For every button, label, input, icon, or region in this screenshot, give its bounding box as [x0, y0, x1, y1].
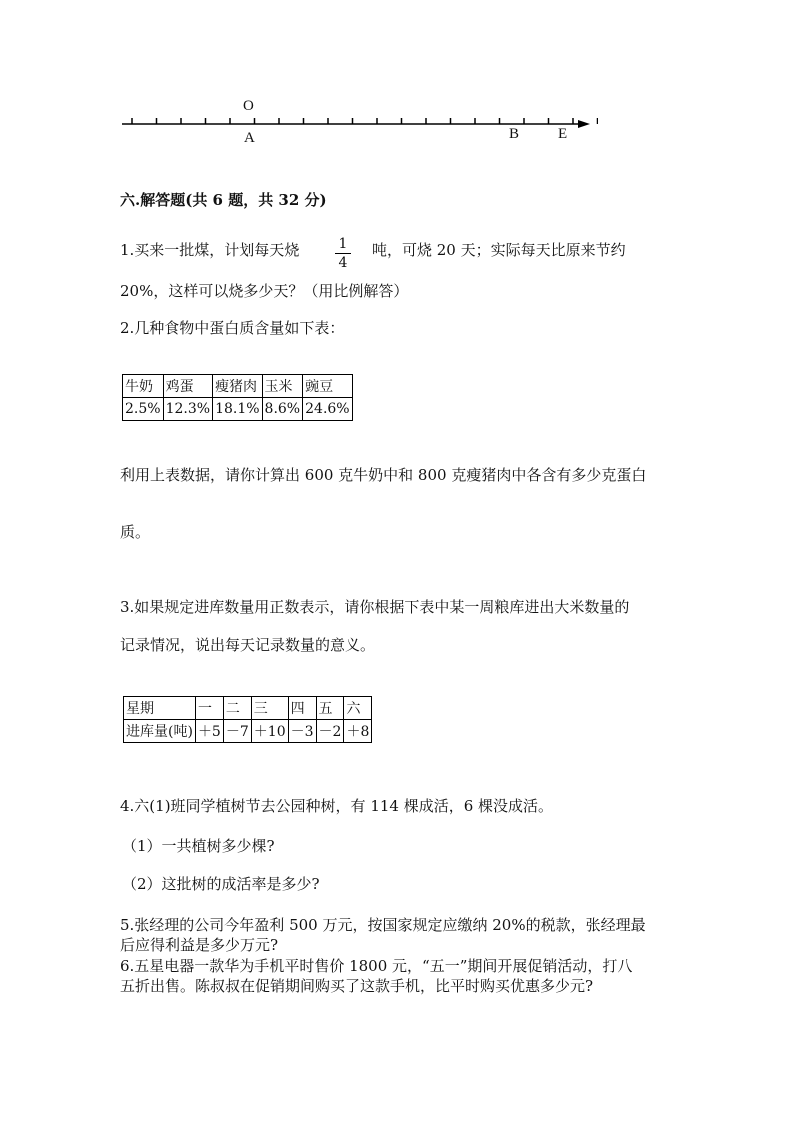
protein-value-cell: 24.6% [303, 398, 352, 421]
number-line-ticks [132, 118, 598, 124]
protein-value-cell: 8.6% [262, 398, 303, 421]
q2-question-line2: 质。 [120, 523, 151, 541]
grain-day-cell: 六 [344, 697, 372, 720]
fraction-numerator: 1 [338, 236, 348, 252]
q1-line1-after: 吨，可烧 20 天；实际每天比原来节约 [372, 241, 626, 259]
grain-day-cell: 二 [223, 697, 251, 720]
label-o: O [243, 98, 254, 114]
q3-line2: 记录情况，说出每天记录数量的意义。 [120, 636, 376, 654]
q1-line1-before: 1.买来一批煤，计划每天烧 [120, 241, 300, 259]
protein-value-cell: 18.1% [213, 398, 262, 421]
fraction-bar [335, 253, 351, 254]
protein-header-cell: 玉米 [262, 375, 303, 398]
protein-header-cell: 鸡蛋 [163, 375, 212, 398]
section-title: 六.解答题(共 6 题，共 32 分) [120, 191, 327, 209]
number-line [118, 95, 598, 155]
label-e: E [558, 126, 568, 142]
q6-line1: 6.五星电器一款华为手机平时售价 1800 元，“五一”期间开展促销活动，打八 [120, 957, 633, 975]
grain-table-value-row [124, 720, 372, 743]
grain-value-cell: －7 [223, 720, 251, 743]
q5-line1: 5.张经理的公司今年盈利 500 万元，按国家规定应缴纳 20%的税款，张经理最 [120, 916, 646, 934]
grain-value-cell: ＋5 [195, 720, 223, 743]
number-line-arrow [578, 120, 590, 128]
protein-table-header-row [123, 375, 353, 398]
label-b: B [509, 126, 520, 142]
protein-value-cell: 12.3% [163, 398, 212, 421]
label-a: A [244, 130, 255, 146]
protein-header-cell: 牛奶 [123, 375, 164, 398]
protein-header-cell: 豌豆 [303, 375, 352, 398]
grain-table-header-row [124, 697, 372, 720]
q1-line2: 20%，这样可以烧多少天？（用比例解答） [120, 282, 409, 300]
grain-day-cell: 一 [195, 697, 223, 720]
q2-intro: 2.几种食物中蛋白质含量如下表： [120, 319, 345, 337]
protein-table-value-row [123, 398, 353, 421]
grain-value-cell: －3 [288, 720, 316, 743]
protein-value-cell: 2.5% [123, 398, 164, 421]
grain-day-cell: 四 [288, 697, 316, 720]
q5-line2: 后应得利益是多少万元? [120, 936, 279, 954]
grain-day-cell: 三 [251, 697, 288, 720]
q4-sub1: （1）一共植树多少棵? [122, 837, 275, 855]
q6-line2: 五折出售。陈叔叔在促销期间购买了这款手机，比平时购买优惠多少元? [120, 977, 594, 995]
q2-question-line1: 利用上表数据，请你计算出 600 克牛奶中和 800 克瘦猪肉中各含有多少克蛋白 [120, 466, 647, 484]
protein-header-cell: 瘦猪肉 [213, 375, 262, 398]
grain-value-cell: －2 [316, 720, 344, 743]
grain-table [123, 696, 372, 743]
grain-row-label: 进库量(吨) [124, 720, 196, 743]
grain-value-cell: ＋8 [344, 720, 372, 743]
q4-line1: 4.六(1)班同学植树节去公园种树，有 114 棵成活，6 棵没成活。 [120, 797, 554, 815]
q1-fraction [333, 236, 353, 271]
protein-table [122, 374, 353, 421]
grain-day-cell: 五 [316, 697, 344, 720]
fraction-denominator: 4 [338, 255, 348, 271]
grain-header-label: 星期 [124, 697, 196, 720]
q3-line1: 3.如果规定进库数量用正数表示，请你根据下表中某一周粮库进出大米数量的 [120, 598, 630, 616]
grain-value-cell: ＋10 [251, 720, 288, 743]
q4-sub2: （2）这批树的成活率是多少? [122, 875, 320, 893]
